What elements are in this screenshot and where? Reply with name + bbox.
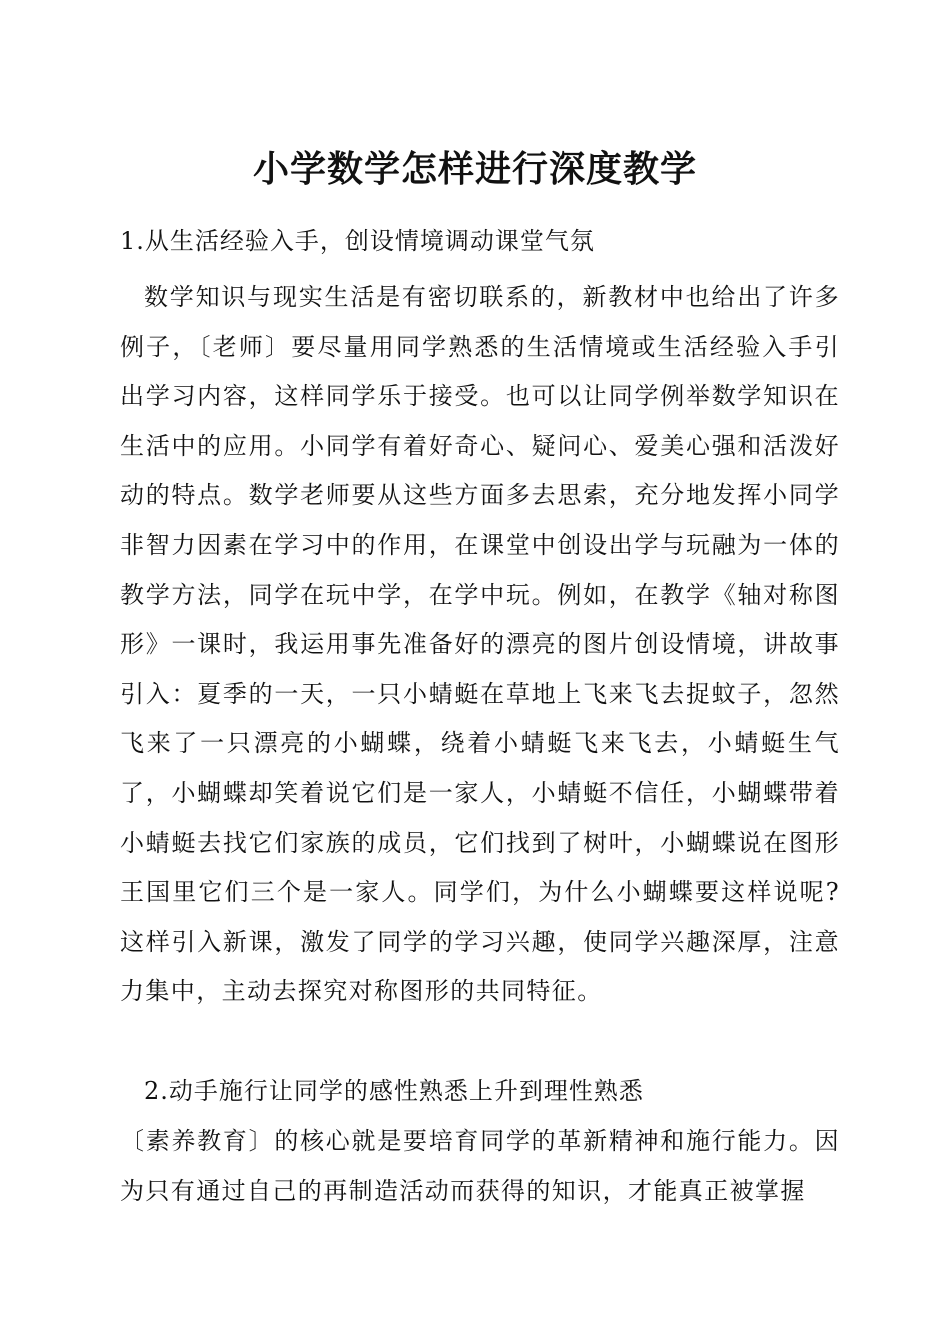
section-2-paragraph: 〔素养教育〕的核心就是要培育同学的革新精神和施行能力。因为只有通过自己的再制造活动而获得的知识，才能真正被掌握 [120, 1127, 840, 1205]
document-title: 小学数学怎样进行深度教学 [252, 149, 697, 190]
section-1-paragraph: 数学知识与现实生活是有密切联系的，新教材中也给出了许多例子，〔老师〕要尽量用同学熟悉的生活情境或生活经验入手引出学习内容，这样同学乐于接受。也可以让同学例举数学知识在生活中的应用。小同学有着好奇心、疑问心、爱美心强和活泼好动的特点。数学老师要从这些方面多去思索，充分地发挥小同学非智力因素在学习中的作用，在课堂中创设出学与玩融为一体的教学方法，同学在玩中学，在学中玩。例如，在教学《轴对称图形》一课时，我运用事先准备好的漂亮的图片创设情境，讲故事引入：夏季的一天，一只小蜻蜓在草地上飞来飞去捉蚊子，忽然飞来了一只漂亮的小蝴蝶，绕着小蜻蜓飞来飞去，小蜻蜓生气了，小蝴蝶却笑着说它们是一家人，小蜻蜓不信任，小蝴蝶带着小蜻蜓去找它们家族的成员，它们找到了树叶，小蝴蝶说在图形王国里它们三个是一家人。同学们，为什么小蝴蝶要这样说呢?这样引入新课，激发了同学的学习兴趣，使同学兴趣深厚，注意力集中，主动去探究对称图形的共同特征。 [120, 283, 840, 1006]
section-1-heading: 1.从生活经验入手，创设情境调动课堂气氛 [120, 227, 595, 255]
section-2-heading: 2.动手施行让同学的感性熟悉上升到理性熟悉 [144, 1077, 644, 1105]
